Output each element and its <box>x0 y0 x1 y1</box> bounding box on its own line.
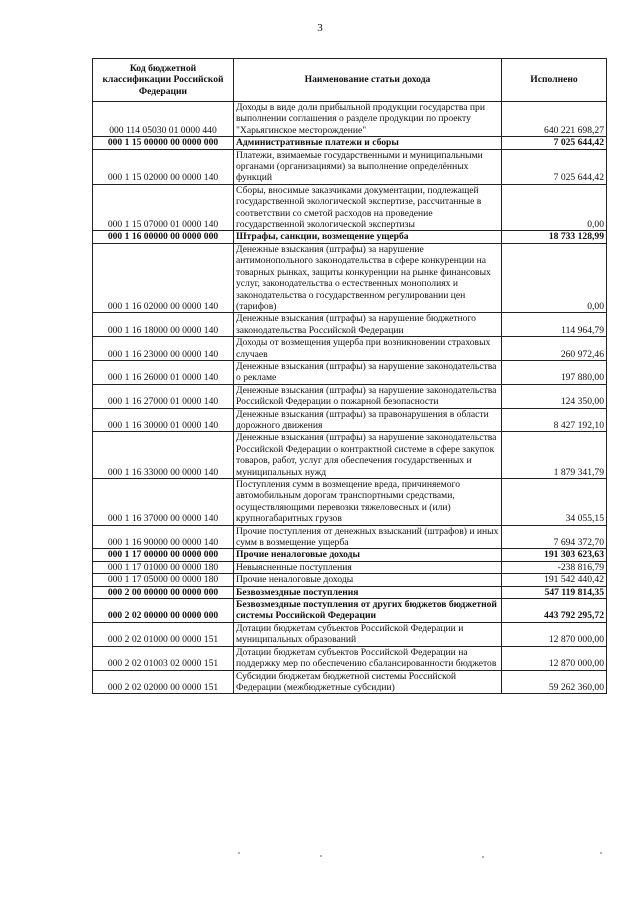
row-amount: 547 119 814,35 <box>502 586 607 598</box>
row-code: 000 1 17 05000 00 0000 180 <box>93 574 234 586</box>
row-code: 000 114 05030 01 0000 440 <box>93 102 234 137</box>
row-name: Поступления сумм в возмещение вреда, причиняемого автомобильным дорогам транспортными средствами, осуществляющими перевозки тяжеловесных и (или) крупногабаритных грузов <box>234 479 502 526</box>
row-code: 000 2 02 01000 00 0000 151 <box>93 622 234 646</box>
row-amount: 124 350,00 <box>502 384 607 408</box>
row-amount: 0,00 <box>502 184 607 231</box>
row-amount: 8 427 192,10 <box>502 408 607 432</box>
row-name: Денежные взыскания (штрафы) за нарушение антимонопольного законодательства в сфере конкуренции на товарных рынках, защиты конкуренции на рынке финансовых услуг, законодательства о естественных монополиях и законодательства о государственном регулировании цен (тарифов) <box>234 243 502 312</box>
row-name: Административные платежи и сборы <box>234 137 502 149</box>
row-name: Денежные взыскания (штрафы) за правонарушения в области дорожного движения <box>234 408 502 432</box>
table-row <box>93 599 607 623</box>
row-amount: 640 221 698,27 <box>502 102 607 137</box>
row-amount: 12 870 000,00 <box>502 622 607 646</box>
row-amount: 191 542 440,42 <box>502 574 607 586</box>
table-row <box>93 102 607 137</box>
row-name: Денежные взыскания (штрафы) за нарушение законодательства Российской Федерации о пожарной безопасности <box>234 384 502 408</box>
row-amount: 12 870 000,00 <box>502 646 607 670</box>
row-code: 000 2 00 00000 00 0000 000 <box>93 586 234 598</box>
row-amount: 1 879 341,79 <box>502 432 607 479</box>
row-amount: 197 880,00 <box>502 360 607 384</box>
table-row <box>93 149 607 184</box>
table-row <box>93 549 607 561</box>
row-name: Безвозмездные поступления <box>234 586 502 598</box>
header-name: Наименование статьи дохода <box>234 59 502 102</box>
table-header-row <box>93 59 607 102</box>
header-code: Код бюджетной классификации Российской Федерации <box>93 59 234 102</box>
row-amount: 114 964,79 <box>502 313 607 337</box>
row-code: 000 2 02 01003 02 0000 151 <box>93 646 234 670</box>
row-amount: 7 694 372,70 <box>502 525 607 549</box>
table-row <box>93 622 607 646</box>
row-name: Субсидии бюджетам бюджетной системы Российской Федерации (межбюджетные субсидии) <box>234 670 502 694</box>
row-name: Дотации бюджетам субъектов Российской Федерации и муниципальных образований <box>234 622 502 646</box>
row-code: 000 1 15 07000 01 0000 140 <box>93 184 234 231</box>
row-amount: 18 733 128,99 <box>502 231 607 243</box>
row-name: Сборы, вносимые заказчиками документации, подлежащей государственной экологической экспертизе, рассчитанные в соответствии со сметой расходов на проведение государственной экологической экспертизы <box>234 184 502 231</box>
row-code: 000 1 16 18000 00 0000 140 <box>93 313 234 337</box>
row-code: 000 1 16 37000 00 0000 140 <box>93 479 234 526</box>
row-code: 000 1 16 26000 01 0000 140 <box>93 360 234 384</box>
table-row <box>93 574 607 586</box>
row-amount: 0,00 <box>502 243 607 312</box>
table-row <box>93 525 607 549</box>
row-code: 000 2 02 00000 00 0000 000 <box>93 599 234 623</box>
row-amount: 7 025 644,42 <box>502 137 607 149</box>
row-code: 000 1 16 30000 01 0000 140 <box>93 408 234 432</box>
table-row <box>93 243 607 312</box>
table-row <box>93 561 607 573</box>
row-amount: 191 303 623,63 <box>502 549 607 561</box>
row-code: 000 1 16 90000 00 0000 140 <box>93 525 234 549</box>
row-code: 000 1 17 01000 00 0000 180 <box>93 561 234 573</box>
row-name: Денежные взыскания (штрафы) за нарушение законодательства о рекламе <box>234 360 502 384</box>
table-row <box>93 231 607 243</box>
row-amount: 260 972,46 <box>502 337 607 361</box>
table-row <box>93 408 607 432</box>
table-row <box>93 670 607 694</box>
row-name: Штрафы, санкции, возмещение ущерба <box>234 231 502 243</box>
table-row <box>93 184 607 231</box>
row-name: Доходы в виде доли прибыльной продукции государства при выполнении соглашения о разделе продукции по проекту "Харьягинское месторождение" <box>234 102 502 137</box>
header-amount: Исполнено <box>502 59 607 102</box>
row-code: 000 1 16 23000 00 0000 140 <box>93 337 234 361</box>
table-row <box>93 586 607 598</box>
row-code: 000 1 16 00000 00 0000 000 <box>93 231 234 243</box>
table-row <box>93 479 607 526</box>
scan-speck <box>482 856 484 858</box>
row-code: 000 1 15 00000 00 0000 000 <box>93 137 234 149</box>
row-name: Денежные взыскания (штрафы) за нарушение законодательства Российской Федерации о контрактной системе в сфере закупок товаров, работ, услуг для обеспечения государственных и муниципальных нужд <box>234 432 502 479</box>
row-name: Дотации бюджетам субъектов Российской Федерации на поддержку мер по обеспечению сбалансированности бюджетов <box>234 646 502 670</box>
row-name: Прочие неналоговые доходы <box>234 574 502 586</box>
scan-speck <box>600 852 602 854</box>
row-code: 000 1 16 27000 01 0000 140 <box>93 384 234 408</box>
table-row <box>93 646 607 670</box>
table-row <box>93 137 607 149</box>
row-name: Платежи, взимаемые государственными и муниципальными органами (организациями) за выполнение определённых функций <box>234 149 502 184</box>
row-name: Прочие поступления от денежных взысканий (штрафов) и иных сумм в возмещение ущерба <box>234 525 502 549</box>
row-amount: 59 262 360,00 <box>502 670 607 694</box>
table-row <box>93 337 607 361</box>
table-row <box>93 384 607 408</box>
table-row <box>93 313 607 337</box>
row-amount: -238 816,79 <box>502 561 607 573</box>
table-row <box>93 432 607 479</box>
table-row <box>93 360 607 384</box>
row-code: 000 1 16 02000 00 0000 140 <box>93 243 234 312</box>
scan-speck <box>320 855 322 857</box>
row-code: 000 1 15 02000 00 0000 140 <box>93 149 234 184</box>
row-code: 000 1 16 33000 00 0000 140 <box>93 432 234 479</box>
row-amount: 443 792 295,72 <box>502 599 607 623</box>
row-code: 000 1 17 00000 00 0000 000 <box>93 549 234 561</box>
page-number: 3 <box>317 22 323 34</box>
row-name: Доходы от возмещения ущерба при возникновении страховых случаев <box>234 337 502 361</box>
row-amount: 7 025 644,42 <box>502 149 607 184</box>
row-code: 000 2 02 02000 00 0000 151 <box>93 670 234 694</box>
budget-revenue-table <box>92 58 607 694</box>
row-amount: 34 055,15 <box>502 479 607 526</box>
row-name: Прочие неналоговые доходы <box>234 549 502 561</box>
scan-speck <box>238 852 240 854</box>
row-name: Безвозмездные поступления от других бюджетов бюджетной системы Российской Федерации <box>234 599 502 623</box>
row-name: Невыясненные поступления <box>234 561 502 573</box>
row-name: Денежные взыскания (штрафы) за нарушение бюджетного законодательства Российской Федерации <box>234 313 502 337</box>
